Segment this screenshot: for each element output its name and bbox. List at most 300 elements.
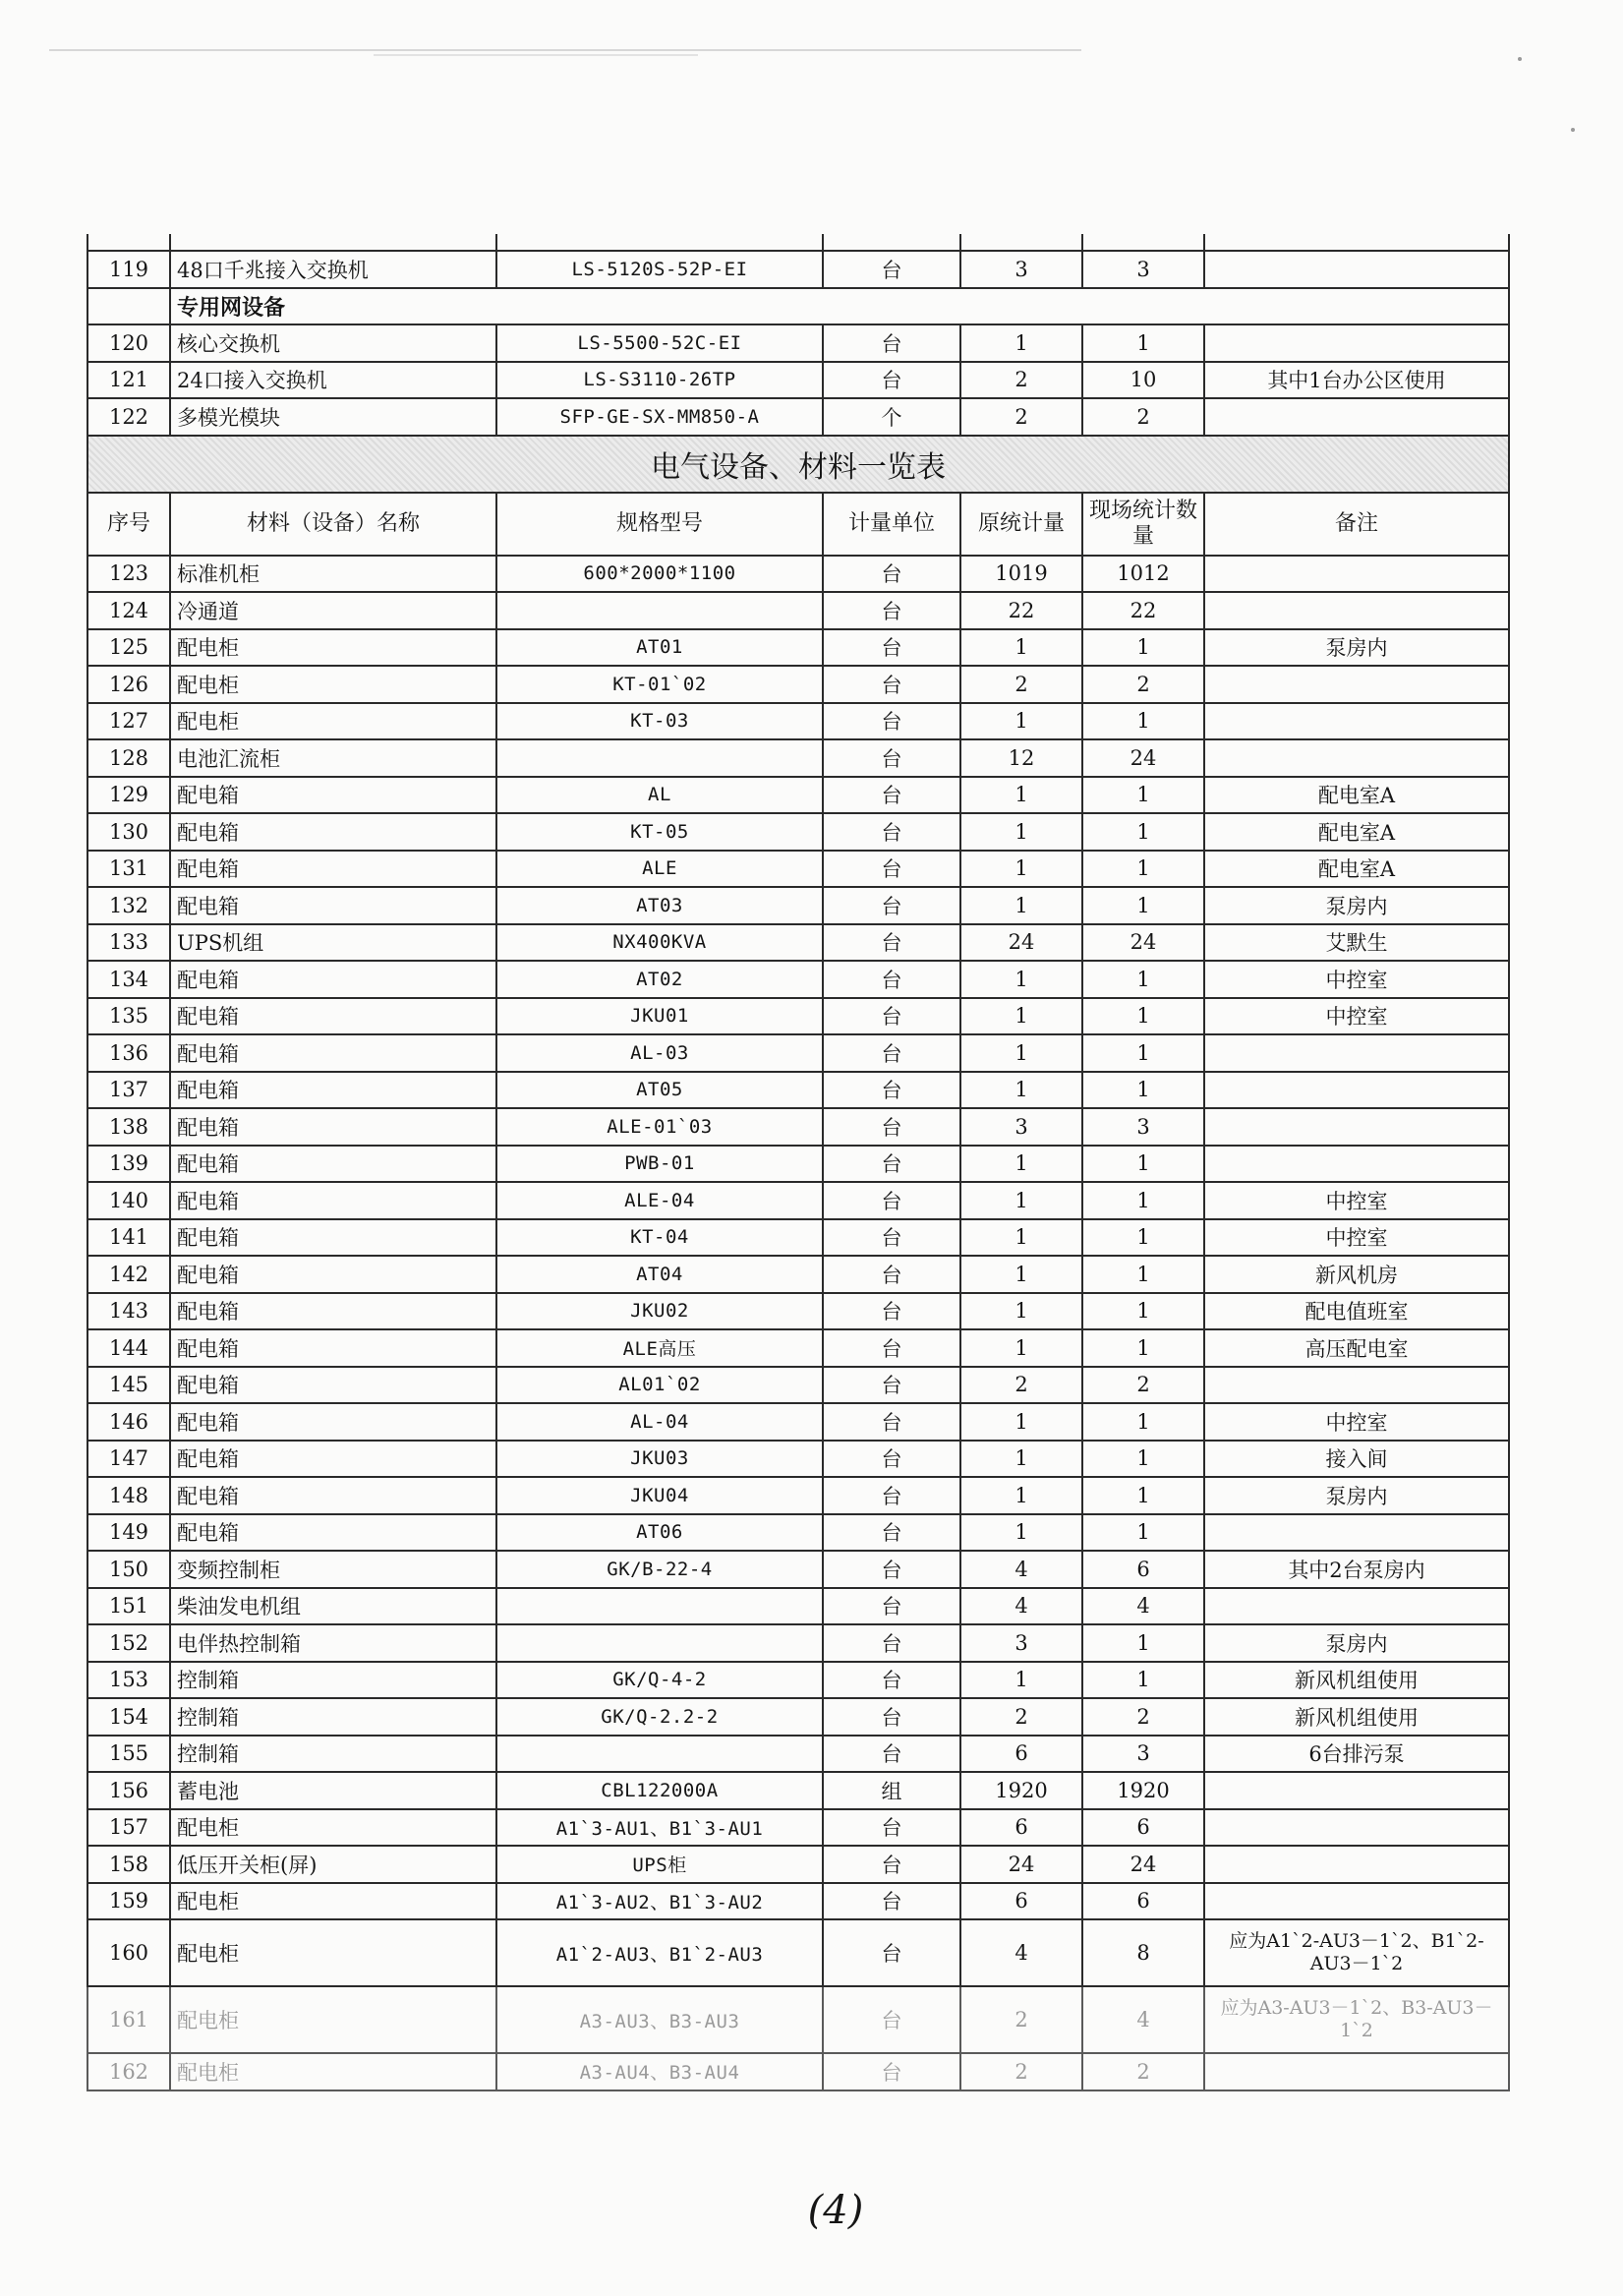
- table-banner-row: [87, 436, 1509, 493]
- item-spec: AL-04: [496, 1403, 823, 1441]
- site-quantity: 8: [1082, 1919, 1204, 1986]
- row-number: [87, 288, 170, 325]
- item-spec: A1`3-AU2、B1`3-AU2: [496, 1883, 823, 1920]
- item-note: 配电值班室: [1204, 1293, 1509, 1330]
- table-row: [87, 1846, 1509, 1883]
- item-spec: GK/Q-2.2-2: [496, 1698, 823, 1736]
- site-quantity: 1: [1082, 961, 1204, 998]
- item-name: 控制箱: [170, 1662, 496, 1699]
- row-number: 153: [87, 1662, 170, 1699]
- table-row: [87, 1736, 1509, 1773]
- item-note: 其中2台泵房内: [1204, 1551, 1509, 1588]
- item-spec: AT04: [496, 1256, 823, 1293]
- row-number: 128: [87, 739, 170, 777]
- site-quantity: 1: [1082, 1146, 1204, 1183]
- item-note: 泵房内: [1204, 629, 1509, 667]
- item-spec: GK/B-22-4: [496, 1551, 823, 1588]
- table-row: [87, 703, 1509, 740]
- row-number: 144: [87, 1329, 170, 1367]
- table-row: [87, 1108, 1509, 1146]
- item-spec: [496, 1736, 823, 1773]
- item-unit: 台: [823, 1551, 960, 1588]
- item-name: 配电箱: [170, 1329, 496, 1367]
- original-quantity: 6: [960, 1809, 1082, 1847]
- item-unit: 台: [823, 703, 960, 740]
- item-note: 中控室: [1204, 1403, 1509, 1441]
- column-header-note: 备注: [1204, 493, 1509, 556]
- row-number: 156: [87, 1772, 170, 1809]
- item-spec: LS-5120S-52P-EI: [496, 251, 823, 288]
- item-note: 泵房内: [1204, 887, 1509, 924]
- row-number: 126: [87, 666, 170, 703]
- item-name: 控制箱: [170, 1736, 496, 1773]
- original-quantity: 24: [960, 924, 1082, 962]
- item-unit: 台: [823, 592, 960, 629]
- item-spec: GK/Q-4-2: [496, 1662, 823, 1699]
- original-quantity: 6: [960, 1736, 1082, 1773]
- original-quantity: 1: [960, 1182, 1082, 1219]
- item-note: [1204, 739, 1509, 777]
- original-quantity: 1: [960, 703, 1082, 740]
- item-name: 24口接入交换机: [170, 362, 496, 399]
- section-title: 专用网设备: [170, 288, 1509, 325]
- item-unit: 台: [823, 1146, 960, 1183]
- row-number: 130: [87, 813, 170, 851]
- item-spec: ALE: [496, 851, 823, 888]
- item-name: 冷通道: [170, 592, 496, 629]
- table-row: [87, 887, 1509, 924]
- item-unit: 台: [823, 777, 960, 814]
- table-row: [87, 739, 1509, 777]
- original-quantity: 1: [960, 961, 1082, 998]
- item-note: [1204, 592, 1509, 629]
- item-spec: SFP-GE-SX-MM850-A: [496, 398, 823, 436]
- row-number: 134: [87, 961, 170, 998]
- item-unit: 台: [823, 1219, 960, 1257]
- original-quantity: 1: [960, 1662, 1082, 1699]
- site-quantity: 4: [1082, 1986, 1204, 2053]
- table-row: [87, 1146, 1509, 1183]
- row-number: 145: [87, 1367, 170, 1404]
- site-quantity: 6: [1082, 1883, 1204, 1920]
- original-quantity: 1: [960, 1441, 1082, 1478]
- item-spec: AT02: [496, 961, 823, 998]
- row-number: 124: [87, 592, 170, 629]
- item-unit: 台: [823, 324, 960, 362]
- site-quantity: 1: [1082, 1329, 1204, 1367]
- item-name: 蓄电池: [170, 1772, 496, 1809]
- item-note: 配电室A: [1204, 777, 1509, 814]
- site-quantity: 2: [1082, 1698, 1204, 1736]
- item-unit: 组: [823, 1772, 960, 1809]
- site-quantity: 10: [1082, 362, 1204, 399]
- item-name: 多模光模块: [170, 398, 496, 436]
- table-row: [87, 777, 1509, 814]
- table-row: [87, 1182, 1509, 1219]
- site-quantity: 1: [1082, 887, 1204, 924]
- row-number: 121: [87, 362, 170, 399]
- item-spec: AT03: [496, 887, 823, 924]
- item-name: 控制箱: [170, 1698, 496, 1736]
- original-quantity: 2: [960, 362, 1082, 399]
- original-quantity: 2: [960, 398, 1082, 436]
- item-unit: 台: [823, 851, 960, 888]
- row-number: 147: [87, 1441, 170, 1478]
- original-quantity: 1: [960, 1219, 1082, 1257]
- item-name: 配电柜: [170, 703, 496, 740]
- item-name: UPS机组: [170, 924, 496, 962]
- item-spec: A1`3-AU1、B1`3-AU1: [496, 1809, 823, 1847]
- item-note: [1204, 1772, 1509, 1809]
- item-spec: AT01: [496, 629, 823, 667]
- item-name: 配电箱: [170, 1367, 496, 1404]
- item-name: 配电箱: [170, 1403, 496, 1441]
- site-quantity: 3: [1082, 1736, 1204, 1773]
- table-row: [87, 851, 1509, 888]
- row-number: 137: [87, 1072, 170, 1109]
- item-unit: 台: [823, 1624, 960, 1662]
- item-note: 配电室A: [1204, 851, 1509, 888]
- item-unit: 台: [823, 1588, 960, 1625]
- table-title: 电气设备、材料一览表: [87, 436, 1509, 493]
- original-quantity: 2: [960, 666, 1082, 703]
- item-spec: JKU04: [496, 1477, 823, 1514]
- item-note: [1204, 703, 1509, 740]
- site-quantity: 1: [1082, 1219, 1204, 1257]
- item-unit: 台: [823, 251, 960, 288]
- site-quantity: 22: [1082, 592, 1204, 629]
- item-note: 应为A3-AU3－1`2、B3-AU3－1`2: [1204, 1986, 1509, 2053]
- item-note: 中控室: [1204, 1182, 1509, 1219]
- item-note: [1204, 1514, 1509, 1552]
- item-unit: 台: [823, 2053, 960, 2090]
- item-spec: A3-AU4、B3-AU4: [496, 2053, 823, 2090]
- row-number: 122: [87, 398, 170, 436]
- original-quantity: 1: [960, 777, 1082, 814]
- table-row: [87, 324, 1509, 362]
- table-row: [87, 1329, 1509, 1367]
- item-unit: 台: [823, 1846, 960, 1883]
- column-header-name: 材料（设备）名称: [170, 493, 496, 556]
- page-number: (4): [807, 2188, 864, 2233]
- item-name: 配电箱: [170, 1441, 496, 1478]
- row-number: 125: [87, 629, 170, 667]
- item-note: 中控室: [1204, 1219, 1509, 1257]
- table-row: [87, 629, 1509, 667]
- item-spec: KT-05: [496, 813, 823, 851]
- item-unit: 台: [823, 1919, 960, 1986]
- site-quantity: 2: [1082, 1367, 1204, 1404]
- table-row: [87, 998, 1509, 1035]
- scan-speck: [1571, 128, 1575, 132]
- original-quantity: 1019: [960, 556, 1082, 593]
- item-unit: 台: [823, 1441, 960, 1478]
- row-number: 152: [87, 1624, 170, 1662]
- row-number: 127: [87, 703, 170, 740]
- row-number: 141: [87, 1219, 170, 1257]
- item-name: 配电柜: [170, 1809, 496, 1847]
- row-number: 159: [87, 1883, 170, 1920]
- original-quantity: 1: [960, 1072, 1082, 1109]
- item-unit: 台: [823, 556, 960, 593]
- site-quantity: 1: [1082, 324, 1204, 362]
- table-row: [87, 1441, 1509, 1478]
- item-unit: 台: [823, 1256, 960, 1293]
- site-quantity: 1: [1082, 1072, 1204, 1109]
- item-unit: 台: [823, 362, 960, 399]
- item-unit: 台: [823, 1293, 960, 1330]
- table-row: [87, 1367, 1509, 1404]
- row-number: 131: [87, 851, 170, 888]
- column-header-site: 现场统计数量: [1082, 493, 1204, 556]
- row-number: 146: [87, 1403, 170, 1441]
- item-spec: A1`2-AU3、B1`2-AU3: [496, 1919, 823, 1986]
- item-note: [1204, 398, 1509, 436]
- table-row: [87, 2053, 1509, 2090]
- row-number: 149: [87, 1514, 170, 1552]
- item-name: 配电箱: [170, 961, 496, 998]
- original-quantity: 1: [960, 1329, 1082, 1367]
- site-quantity: 1: [1082, 629, 1204, 667]
- row-number: 135: [87, 998, 170, 1035]
- item-name: 核心交换机: [170, 324, 496, 362]
- original-quantity: 2: [960, 2053, 1082, 2090]
- item-note: 接入间: [1204, 1441, 1509, 1478]
- item-spec: ALE-01`03: [496, 1108, 823, 1146]
- item-name: 配电柜: [170, 666, 496, 703]
- item-note: [1204, 1072, 1509, 1109]
- item-unit: 台: [823, 924, 960, 962]
- row-number: 129: [87, 777, 170, 814]
- item-unit: 台: [823, 1662, 960, 1699]
- item-name: 配电箱: [170, 1182, 496, 1219]
- table-row: [87, 666, 1509, 703]
- site-quantity: 1: [1082, 1403, 1204, 1441]
- row-number: 142: [87, 1256, 170, 1293]
- item-name: 配电箱: [170, 1108, 496, 1146]
- column-header-orig: 原统计量: [960, 493, 1082, 556]
- table-row: [87, 398, 1509, 436]
- item-spec: PWB-01: [496, 1146, 823, 1183]
- original-quantity: 1920: [960, 1772, 1082, 1809]
- item-spec: AT06: [496, 1514, 823, 1552]
- item-note: [1204, 1883, 1509, 1920]
- item-spec: NX400KVA: [496, 924, 823, 962]
- table-row: [87, 1551, 1509, 1588]
- site-quantity: 24: [1082, 1846, 1204, 1883]
- item-name: 配电箱: [170, 1293, 496, 1330]
- column-header-unit: 计量单位: [823, 493, 960, 556]
- item-spec: AL01`02: [496, 1367, 823, 1404]
- original-quantity: 4: [960, 1588, 1082, 1625]
- item-unit: 台: [823, 1329, 960, 1367]
- item-note: 配电室A: [1204, 813, 1509, 851]
- item-unit: 台: [823, 1514, 960, 1552]
- table-row: [87, 251, 1509, 288]
- site-quantity: 1: [1082, 1034, 1204, 1072]
- column-header-no: 序号: [87, 493, 170, 556]
- item-note: 新风机房: [1204, 1256, 1509, 1293]
- table-row: [87, 1514, 1509, 1552]
- row-number: 123: [87, 556, 170, 593]
- item-unit: 台: [823, 961, 960, 998]
- scan-artifact-line: [374, 54, 698, 56]
- original-quantity: 2: [960, 1698, 1082, 1736]
- item-note: 6台排污泵: [1204, 1736, 1509, 1773]
- original-quantity: 12: [960, 739, 1082, 777]
- item-unit: 台: [823, 666, 960, 703]
- item-spec: KT-01`02: [496, 666, 823, 703]
- item-note: 泵房内: [1204, 1624, 1509, 1662]
- item-spec: [496, 1624, 823, 1662]
- site-quantity: 1: [1082, 1514, 1204, 1552]
- item-note: [1204, 324, 1509, 362]
- item-spec: ALE高压: [496, 1329, 823, 1367]
- item-unit: 台: [823, 1072, 960, 1109]
- row-number: 133: [87, 924, 170, 962]
- item-note: [1204, 1809, 1509, 1847]
- cut-off-row: [87, 234, 1509, 251]
- row-number: 151: [87, 1588, 170, 1625]
- item-name: 配电箱: [170, 1477, 496, 1514]
- item-unit: 台: [823, 1477, 960, 1514]
- site-quantity: 1012: [1082, 556, 1204, 593]
- item-spec: JKU01: [496, 998, 823, 1035]
- site-quantity: 2: [1082, 2053, 1204, 2090]
- item-note: [1204, 2053, 1509, 2090]
- table-row: [87, 1072, 1509, 1109]
- item-unit: 台: [823, 1367, 960, 1404]
- table-row: [87, 1809, 1509, 1847]
- item-note: 中控室: [1204, 961, 1509, 998]
- site-quantity: 1: [1082, 1477, 1204, 1514]
- item-spec: KT-04: [496, 1219, 823, 1257]
- original-quantity: 3: [960, 1624, 1082, 1662]
- row-number: 162: [87, 2053, 170, 2090]
- site-quantity: 2: [1082, 398, 1204, 436]
- site-quantity: 1: [1082, 1182, 1204, 1219]
- site-quantity: 24: [1082, 739, 1204, 777]
- original-quantity: 3: [960, 251, 1082, 288]
- original-quantity: 1: [960, 1034, 1082, 1072]
- scan-speck: [1518, 57, 1522, 61]
- table-row: [87, 1256, 1509, 1293]
- item-name: 配电箱: [170, 1146, 496, 1183]
- column-header-spec: 规格型号: [496, 493, 823, 556]
- item-spec: AL-03: [496, 1034, 823, 1072]
- item-unit: 台: [823, 629, 960, 667]
- table-row: [87, 362, 1509, 399]
- original-quantity: 4: [960, 1919, 1082, 1986]
- site-quantity: 2: [1082, 666, 1204, 703]
- item-name: 配电箱: [170, 1256, 496, 1293]
- item-name: 电池汇流柜: [170, 739, 496, 777]
- item-note: 新风机组使用: [1204, 1662, 1509, 1699]
- row-number: 150: [87, 1551, 170, 1588]
- item-unit: 台: [823, 1883, 960, 1920]
- scan-artifact-line: [49, 49, 1081, 51]
- item-spec: JKU03: [496, 1441, 823, 1478]
- site-quantity: 1: [1082, 813, 1204, 851]
- table-row: [87, 1662, 1509, 1699]
- row-number: 139: [87, 1146, 170, 1183]
- item-name: 配电柜: [170, 2053, 496, 2090]
- item-spec: KT-03: [496, 703, 823, 740]
- row-number: 158: [87, 1846, 170, 1883]
- item-note: 泵房内: [1204, 1477, 1509, 1514]
- item-unit: 台: [823, 739, 960, 777]
- site-quantity: 1: [1082, 1441, 1204, 1478]
- row-number: 136: [87, 1034, 170, 1072]
- row-number: 154: [87, 1698, 170, 1736]
- item-name: 配电箱: [170, 1072, 496, 1109]
- site-quantity: 4: [1082, 1588, 1204, 1625]
- original-quantity: 3: [960, 1108, 1082, 1146]
- table-row: [87, 813, 1509, 851]
- original-quantity: 1: [960, 998, 1082, 1035]
- row-number: 155: [87, 1736, 170, 1773]
- table-row: [87, 556, 1509, 593]
- table-row: [87, 1293, 1509, 1330]
- item-name: 配电箱: [170, 851, 496, 888]
- original-quantity: 2: [960, 1367, 1082, 1404]
- site-quantity: 1: [1082, 703, 1204, 740]
- item-unit: 台: [823, 887, 960, 924]
- table-row: [87, 1624, 1509, 1662]
- item-unit: 台: [823, 1108, 960, 1146]
- item-name: 变频控制柜: [170, 1551, 496, 1588]
- item-spec: [496, 1588, 823, 1625]
- item-name: 配电柜: [170, 629, 496, 667]
- item-note: 其中1台办公区使用: [1204, 362, 1509, 399]
- item-unit: 台: [823, 1034, 960, 1072]
- item-note: 新风机组使用: [1204, 1698, 1509, 1736]
- table-row: [87, 1403, 1509, 1441]
- item-name: 配电箱: [170, 1219, 496, 1257]
- item-note: [1204, 1034, 1509, 1072]
- row-number: 143: [87, 1293, 170, 1330]
- item-spec: JKU02: [496, 1293, 823, 1330]
- table-row: [87, 1772, 1509, 1809]
- item-name: 标准机柜: [170, 556, 496, 593]
- site-quantity: 1: [1082, 777, 1204, 814]
- table-row: [87, 924, 1509, 962]
- item-name: 电伴热控制箱: [170, 1624, 496, 1662]
- site-quantity: 1920: [1082, 1772, 1204, 1809]
- row-number: 119: [87, 251, 170, 288]
- original-quantity: 1: [960, 1477, 1082, 1514]
- table-row: [87, 1883, 1509, 1920]
- original-quantity: 2: [960, 1986, 1082, 2053]
- table-row: [87, 1698, 1509, 1736]
- item-note: [1204, 1846, 1509, 1883]
- item-note: 艾默生: [1204, 924, 1509, 962]
- table-header-row: [87, 493, 1509, 556]
- item-spec: [496, 739, 823, 777]
- row-number: 132: [87, 887, 170, 924]
- item-spec: 600*2000*1100: [496, 556, 823, 593]
- item-spec: AT05: [496, 1072, 823, 1109]
- site-quantity: 1: [1082, 1662, 1204, 1699]
- item-name: 配电箱: [170, 887, 496, 924]
- original-quantity: 1: [960, 1514, 1082, 1552]
- original-quantity: 1: [960, 324, 1082, 362]
- item-note: 高压配电室: [1204, 1329, 1509, 1367]
- table-row: [87, 961, 1509, 998]
- section-row: [87, 288, 1509, 325]
- row-number: 160: [87, 1919, 170, 1986]
- table-row: [87, 1219, 1509, 1257]
